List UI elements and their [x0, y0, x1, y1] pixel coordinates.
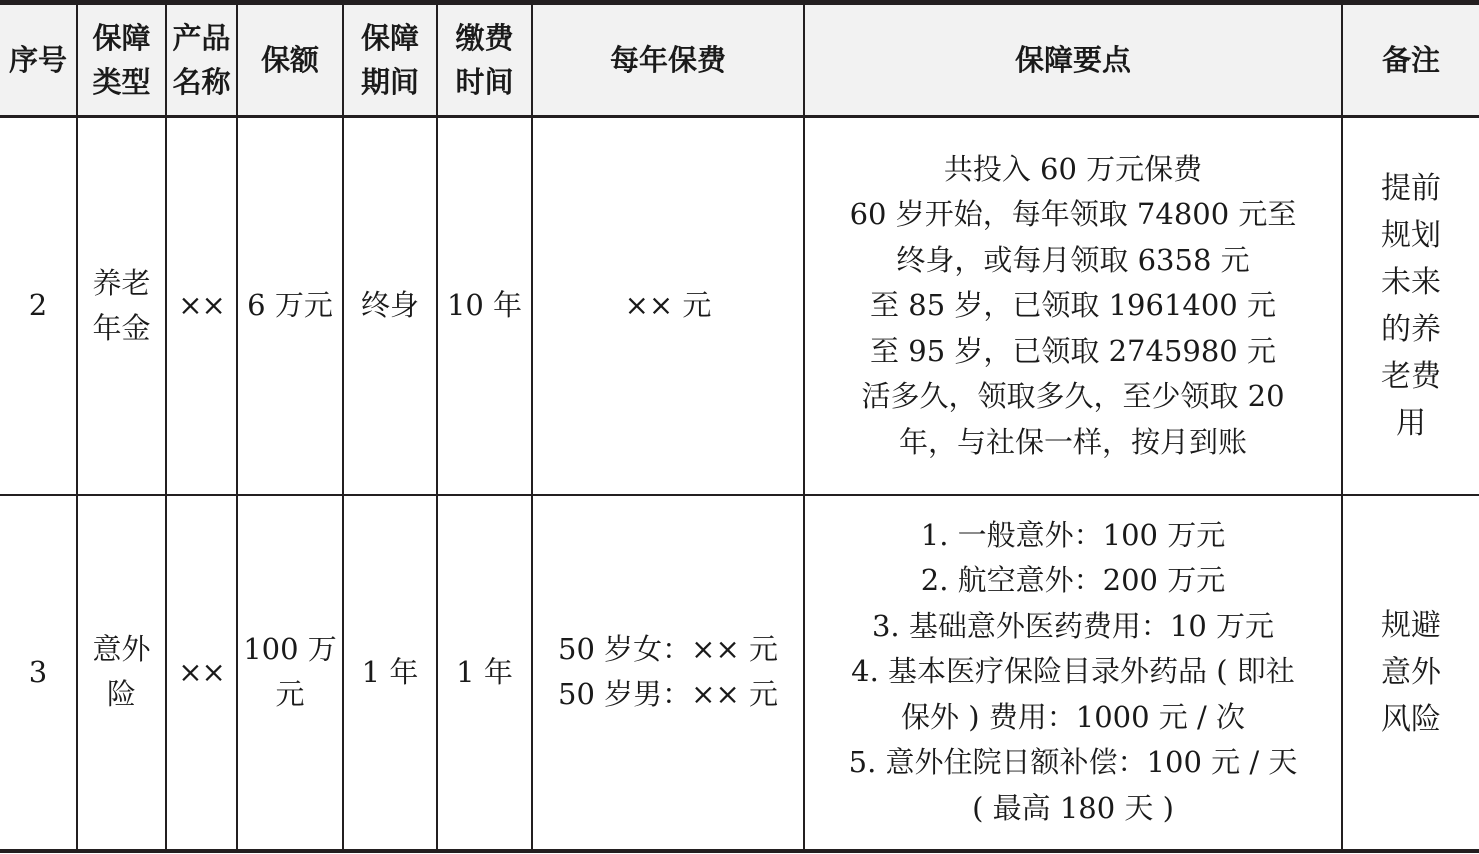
cell-pay-time: [437, 495, 532, 851]
pay-time-text: 10 年: [446, 288, 523, 323]
header-type-line: 保障: [92, 21, 151, 55]
header-pay-time-line: 时间: [455, 65, 514, 99]
header-notes: [1342, 3, 1479, 117]
seq-text: 3: [28, 654, 48, 689]
header-product-line: 名称: [172, 65, 231, 99]
cell-points: [804, 117, 1342, 495]
header-seq: [0, 3, 77, 117]
point-line: 3. 基础意外医药费用：10 万元: [871, 608, 1274, 643]
point-line: 年，与社保一样，按月到账: [898, 424, 1247, 459]
point-line: 至 85 岁，已领取 1961400 元: [870, 288, 1276, 322]
point-line: 4. 基本医疗保险目录外药品 ( 即社: [851, 654, 1295, 689]
header-seq-line: 序号: [8, 43, 67, 77]
header-amount: [237, 3, 343, 117]
cell-notes: [1342, 117, 1479, 495]
table-header-row: [0, 3, 1479, 117]
cell-period: [343, 495, 437, 851]
header-pay-time: [437, 3, 532, 117]
table-row: [0, 495, 1479, 851]
cell-product: [166, 117, 237, 495]
point-line: 至 95 岁，已领取 2745980 元: [870, 333, 1276, 368]
cell-premium: [532, 117, 804, 495]
note-line: 的养: [1381, 311, 1441, 347]
header-notes-line: 备注: [1381, 43, 1440, 77]
premium-line: 50 岁男：×× 元: [558, 677, 778, 711]
product-text: ××: [178, 654, 225, 689]
cell-product: [166, 495, 237, 851]
point-line: 保外 ) 费用：1000 元 / 次: [901, 699, 1245, 734]
header-premium: [532, 3, 804, 117]
cell-amount: [237, 117, 343, 495]
header-points: [804, 3, 1342, 117]
type-line: 意外: [92, 632, 151, 666]
note-line: 规避: [1381, 607, 1441, 643]
point-line: 1. 一般意外：100 万元: [920, 517, 1226, 552]
cell-amount: [237, 495, 343, 851]
point-line: 共投入 60 万元保费: [943, 151, 1203, 186]
point-line: 5. 意外住院日额补偿：100 元 / 天: [848, 745, 1298, 780]
note-line: 未来: [1381, 264, 1441, 300]
cell-seq: [0, 117, 77, 495]
cell-type: [77, 495, 166, 851]
note-line: 意外: [1381, 654, 1441, 690]
premium-line: 50 岁女：×× 元: [558, 632, 778, 666]
point-line: 2. 航空意外：200 万元: [920, 563, 1226, 598]
period-text: 终身: [360, 288, 419, 323]
note-line: 老费: [1381, 358, 1441, 394]
table-row: [0, 117, 1479, 495]
seq-text: 2: [28, 288, 48, 323]
point-line: 60 岁开始，每年领取 74800 元至: [849, 197, 1297, 231]
product-text: ××: [178, 288, 225, 323]
cell-seq: [0, 495, 77, 851]
header-product: [166, 3, 237, 117]
header-premium-line: 每年保费: [609, 43, 726, 77]
type-line: 养老: [92, 265, 151, 300]
header-amount-line: 保额: [260, 43, 319, 77]
amount-line: 100 万: [243, 632, 337, 666]
header-period-line: 保障: [360, 21, 419, 55]
period-text: 1 年: [361, 654, 419, 689]
amount-line: 元: [275, 677, 305, 711]
point-line: ( 最高 180 天 ): [972, 790, 1174, 825]
note-line: 风险: [1381, 701, 1441, 737]
point-line: 活多久，领取多久，至少领取 20: [861, 379, 1285, 413]
header-points-line: 保障要点: [1014, 43, 1131, 77]
type-line: 险: [106, 677, 136, 711]
cell-type: [77, 117, 166, 495]
header-product-line: 产品: [172, 21, 231, 55]
cell-premium: [532, 495, 804, 851]
header-pay-time-line: 缴费: [455, 21, 514, 55]
cell-period: [343, 117, 437, 495]
amount-line: 6 万元: [247, 288, 333, 323]
header-type: [77, 3, 166, 117]
pay-time-text: 1 年: [456, 654, 513, 689]
cell-points: [804, 495, 1342, 851]
point-line: 终身，或每月领取 6358 元: [896, 242, 1250, 277]
cell-pay-time: [437, 117, 532, 495]
header-period-line: 期间: [360, 65, 419, 99]
header-period: [343, 3, 437, 117]
header-type-line: 类型: [92, 65, 151, 99]
cell-notes: [1342, 495, 1479, 851]
note-line: 规划: [1381, 217, 1441, 253]
type-line: 年金: [92, 310, 151, 345]
note-line: 用: [1396, 405, 1426, 441]
note-line: 提前: [1381, 170, 1441, 206]
premium-line: ×× 元: [624, 288, 712, 323]
